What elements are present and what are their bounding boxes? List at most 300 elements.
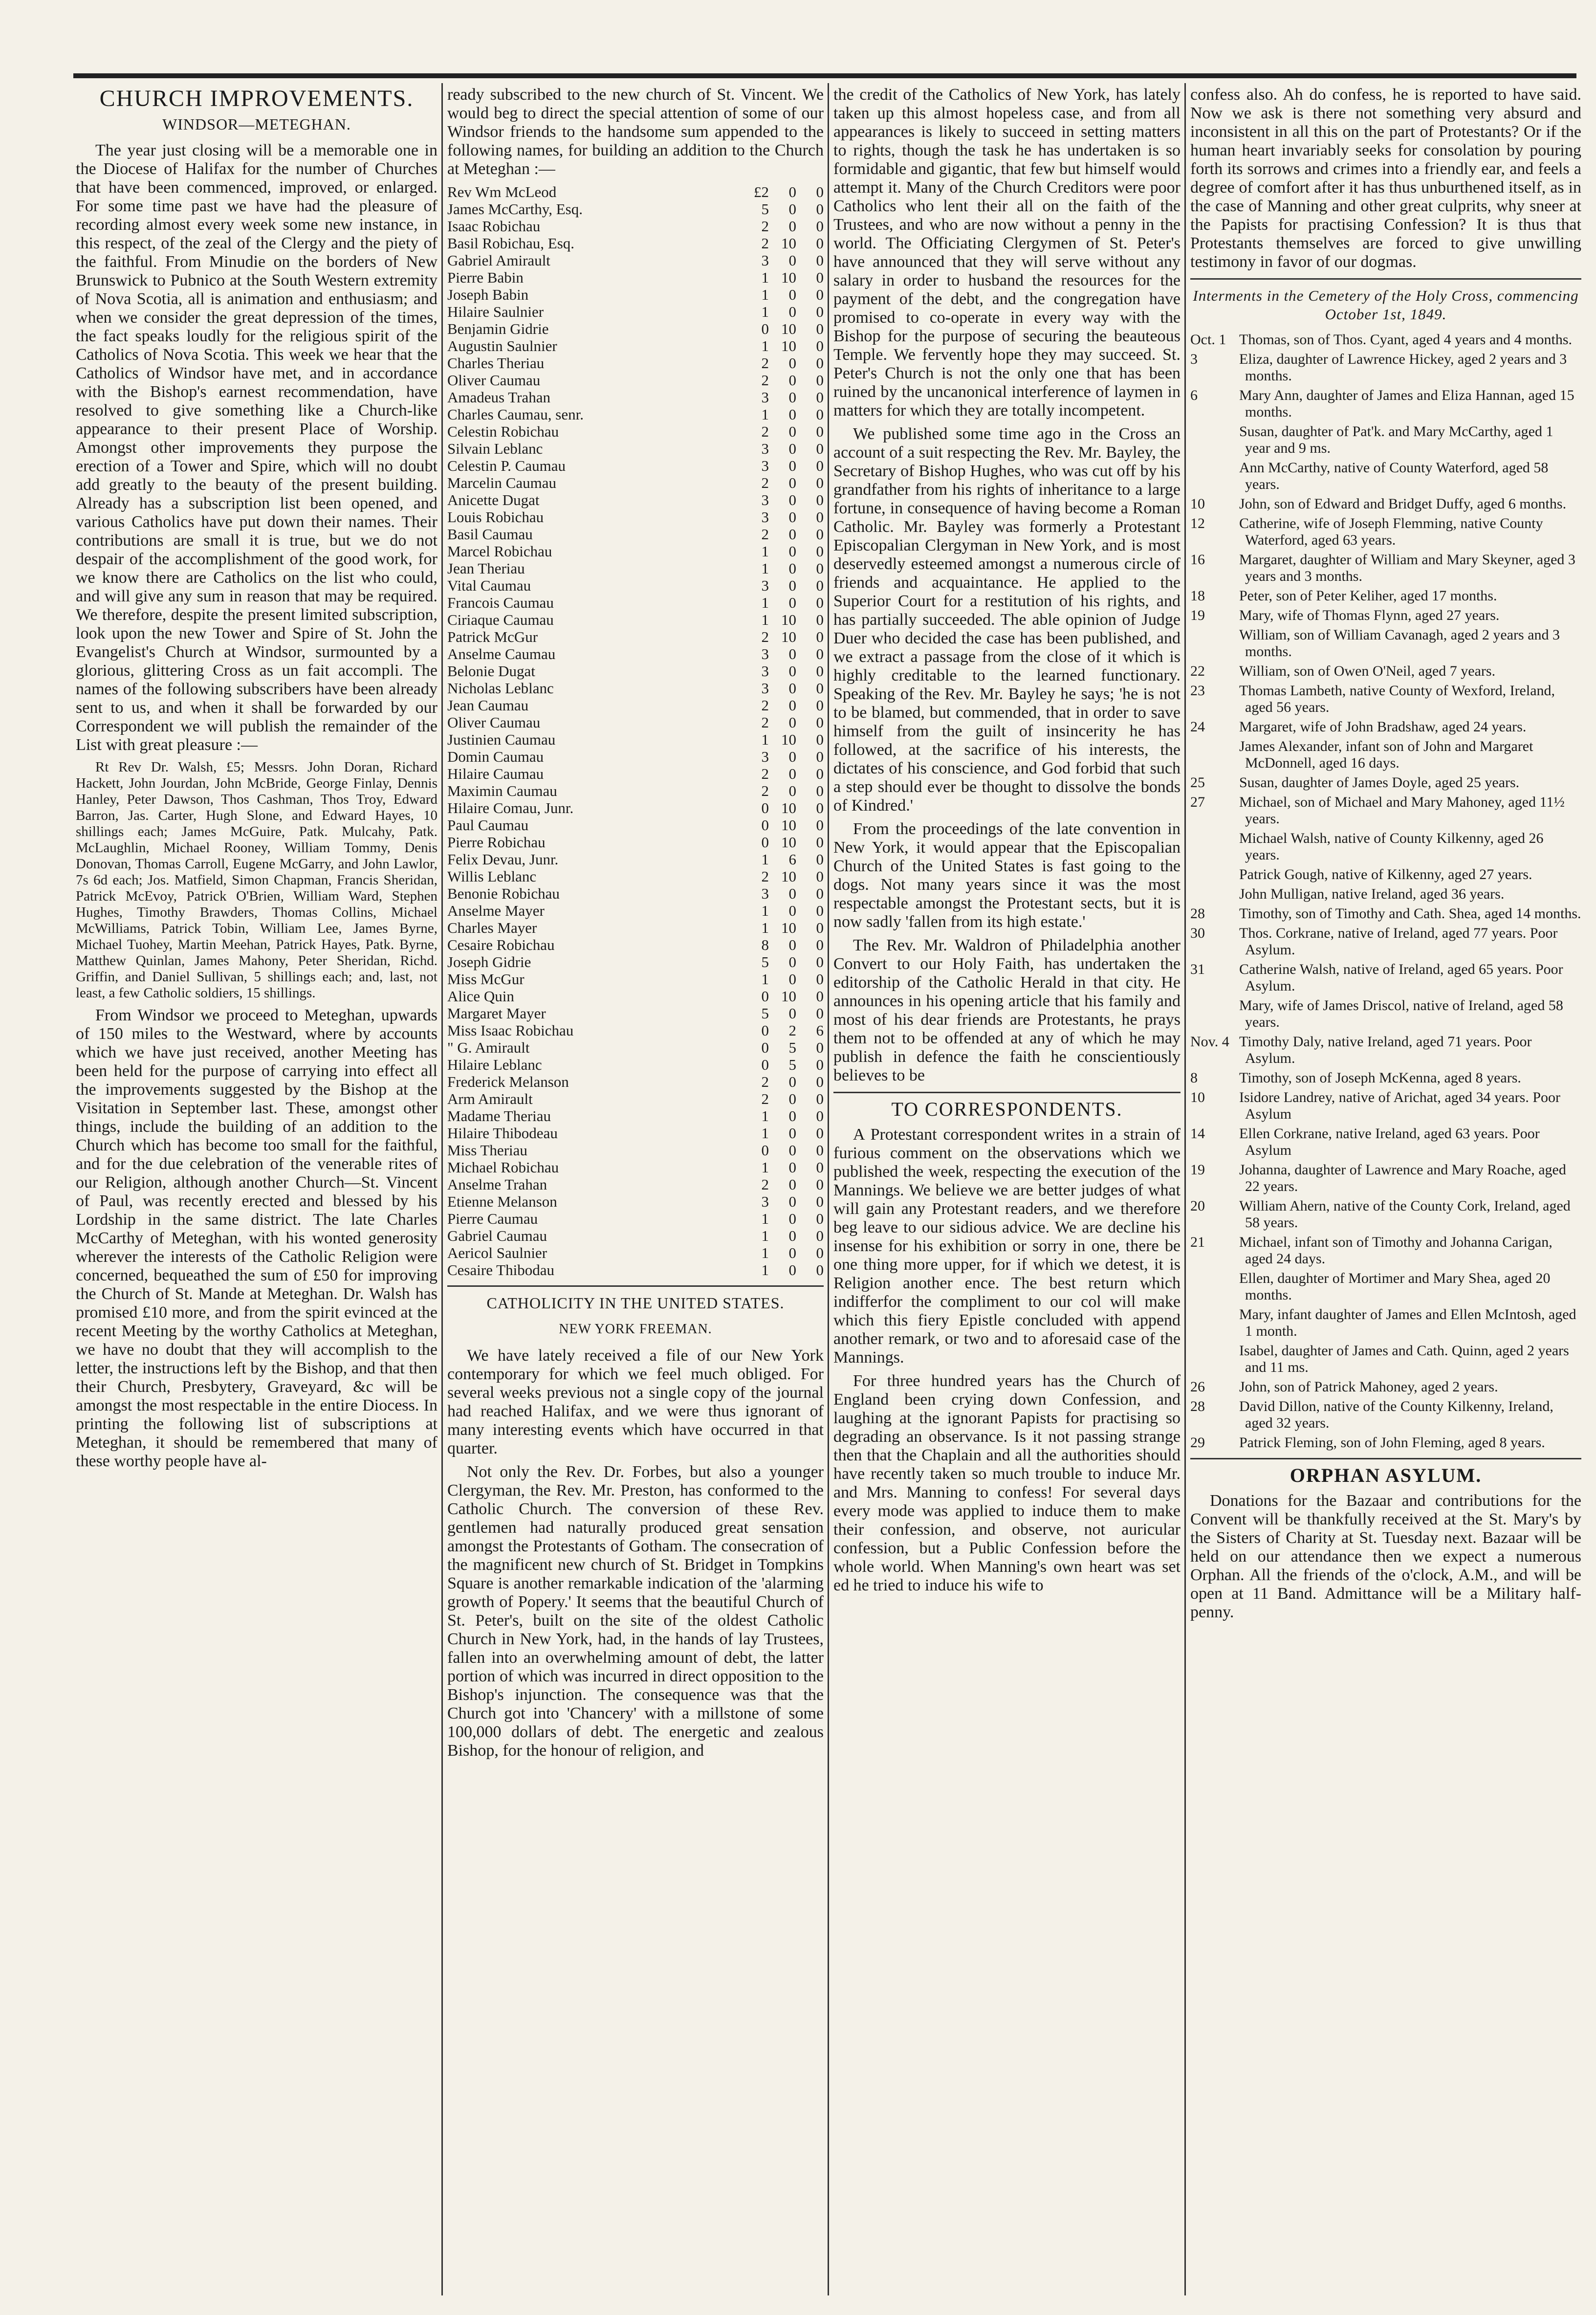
subscriber-shillings: 0 xyxy=(788,526,796,543)
interment-text: Mary, infant daughter of James and Ellen McIntosh, aged 1 month. xyxy=(1239,1306,1576,1339)
subscriber-pence: 0 xyxy=(816,1090,824,1107)
subscriber-row xyxy=(447,235,824,252)
subscriber-pence: 0 xyxy=(816,1244,824,1261)
subscriber-name: Frederick Melanson xyxy=(447,1073,569,1090)
interment-text: Thomas, son of Thos. Cyant, aged 4 years and 4 months. xyxy=(1239,331,1573,348)
subscriber-pence: 0 xyxy=(816,834,824,851)
subscriber-pence: 0 xyxy=(816,508,824,526)
interment-text: John, son of Edward and Bridget Duffy, aged 6 months. xyxy=(1239,496,1567,512)
subscriber-name: Willis Leblanc xyxy=(447,868,537,885)
subscriber-name: Belonie Dugat xyxy=(447,662,535,680)
subscriber-pounds: 2 xyxy=(761,765,769,782)
interment-text: Timothy, son of Joseph McKenna, aged 8 years. xyxy=(1239,1070,1521,1086)
subscriber-pence: 0 xyxy=(816,372,824,389)
subscriber-shillings: 0 xyxy=(788,1176,796,1193)
interment-text: Eliza, daughter of Lawrence Hickey, aged 2 years and 3 months. xyxy=(1239,351,1567,384)
subscription-table xyxy=(447,183,824,1279)
subscriber-row xyxy=(447,834,824,851)
subscriber-pounds: 3 xyxy=(761,457,769,474)
subscriber-shillings: 0 xyxy=(788,1005,796,1022)
subscriber-name: Vital Caumau xyxy=(447,577,531,594)
subscriber-pounds: 1 xyxy=(761,851,769,868)
top-rule xyxy=(73,73,1576,78)
interment-date xyxy=(1190,1306,1239,1340)
subscriber-name: Charles Mayer xyxy=(447,919,537,936)
subscriber-shillings: 10 xyxy=(781,235,796,252)
interment-date: 10 xyxy=(1190,496,1205,512)
subscriber-pounds: 1 xyxy=(761,731,769,748)
subscriber-name: Arm Amirault xyxy=(447,1090,533,1107)
interment-text: William, son of Owen O'Neil, aged 7 years. xyxy=(1239,663,1496,679)
catholicity-heading: CATHOLICITY IN THE UNITED STATES. xyxy=(486,1294,785,1312)
subscriber-name: Alice Quin xyxy=(447,988,514,1005)
article-paragraph: The year just closing will be a memorable one in the Diocese of Halifax for the number of Churches that have been commenced, improved, or enlarged. For some time past we have had the pleasure of recording almost every week some new instance, in this respect, of the zeal of the Clergy and the piety of the faithful. From Minudie on the borders of New Brunswick to Pubnico at the South Western extremity of Nova Scotia, all is animation and enthusiasm; and when we consider the great depression of the times, the fact speaks loudly for the religious spirit of the Catholics of Nova Scotia. This week we hear that the Catholics of Windsor have met, and in accordance with the Bishop's earnest recommendation, have resolved to give something like a Church-like appearance to their present Place of Worship. Amongst other improvements they purpose the erection of a Tower and Spire, which will no doubt add greatly to the beauty of the present building. Already has a subscription list been opened, and various Catholics have put down their names. Their contributions are small it is true, but we do not despair of the accomplishment of the good work, for we know there are Catholics on the list who could, and will give any sum in reason that may be required. We therefore, despite the present limited subscription, look upon the new Tower and Spire of St. John the Evangelist's Church at Windsor, surmounted by a glorious, glittering Cross as un fait accompli. The names of the following subscribers have been already sent to us, and when it shall be forwarded by our Correspondent we will publish the remainder of the List with great pleasure :— xyxy=(76,141,437,754)
subscriber-row xyxy=(447,645,824,662)
subscriber-pence: 0 xyxy=(816,662,824,680)
subscriber-row xyxy=(447,508,824,526)
interment-text: Thomas Lambeth, native County of Wexford, Ireland, aged 56 years. xyxy=(1239,683,1555,715)
subscriber-pounds: 0 xyxy=(761,1039,769,1056)
subscriber-shillings: 0 xyxy=(788,1210,796,1227)
subscriber-name: Jean Caumau xyxy=(447,697,529,714)
subscriber-pence: 0 xyxy=(816,1073,824,1090)
subscriber-row xyxy=(447,765,824,782)
subscriber-row xyxy=(447,354,824,372)
subscriber-pence: 0 xyxy=(816,851,824,868)
subscriber-pence: 0 xyxy=(816,919,824,936)
subscriber-pence: 0 xyxy=(816,440,824,457)
section-divider xyxy=(833,1092,1181,1093)
subscriber-pounds: 1 xyxy=(761,269,769,286)
subscriber-pounds: 8 xyxy=(761,936,769,953)
subscriber-shillings: 0 xyxy=(788,1090,796,1107)
subscriber-row xyxy=(447,902,824,919)
subscriber-pounds: 5 xyxy=(761,953,769,970)
interment-entry xyxy=(1190,627,1581,660)
subscriber-shillings: 0 xyxy=(788,406,796,423)
subscriber-name: Anselme Caumau xyxy=(447,645,556,662)
subscriber-name: Joseph Babin xyxy=(447,286,529,303)
interment-date: 3 xyxy=(1190,351,1198,367)
subscriber-shillings: 0 xyxy=(788,1261,796,1279)
subscriber-shillings: 0 xyxy=(788,782,796,799)
interment-text: Isabel, daughter of James and Cath. Quinn, aged 2 years and 11 ms. xyxy=(1239,1343,1569,1375)
column-1 xyxy=(76,86,437,2295)
subscriber-pounds: 1 xyxy=(761,1210,769,1227)
subscriber-pence: 0 xyxy=(816,577,824,594)
interment-text: Susan, daughter of Pat'k. and Mary McCarthy, aged 1 year and 9 ms. xyxy=(1239,423,1553,456)
section-divider xyxy=(1190,1458,1581,1459)
subscriber-name: Charles Theriau xyxy=(447,354,545,372)
subscriber-pounds: 2 xyxy=(761,218,769,235)
interment-date: 28 xyxy=(1190,905,1205,922)
interment-text: John, son of Patrick Mahoney, aged 2 years. xyxy=(1239,1379,1498,1395)
subscriber-name: Madame Theriau xyxy=(447,1107,551,1124)
subscriber-row xyxy=(447,1244,824,1261)
subscriber-row xyxy=(447,953,824,970)
interment-entry xyxy=(1190,351,1581,384)
subscriber-shillings: 0 xyxy=(788,885,796,902)
subscriber-pence: 0 xyxy=(816,218,824,235)
subscriber-pence: 0 xyxy=(816,1039,824,1056)
subscriber-name: Rev Wm McLeod xyxy=(447,183,557,200)
interment-date: 18 xyxy=(1190,588,1205,604)
subscriber-pence: 0 xyxy=(816,1193,824,1210)
interment-date: 16 xyxy=(1190,551,1205,568)
subscriber-pounds: 0 xyxy=(761,834,769,851)
subscriber-row xyxy=(447,970,824,988)
subscriber-pence: 0 xyxy=(816,902,824,919)
windsor-meteghan-subheading: WINDSOR—METEGHAN. xyxy=(162,115,351,133)
interment-entry xyxy=(1190,886,1581,903)
subscriber-shillings: 10 xyxy=(781,731,796,748)
interment-text: Margaret, wife of John Bradshaw, aged 24 years. xyxy=(1239,719,1527,735)
subscriber-name: Michael Robichau xyxy=(447,1159,559,1176)
column-rule xyxy=(441,83,443,2295)
subscriber-row xyxy=(447,406,824,423)
subscriber-shillings: 0 xyxy=(788,218,796,235)
interment-date: Oct. 1 xyxy=(1190,331,1226,348)
subscriber-shillings: 0 xyxy=(788,662,796,680)
interment-date xyxy=(1190,423,1239,457)
subscriber-shillings: 0 xyxy=(788,1124,796,1142)
subscriber-shillings: 0 xyxy=(788,508,796,526)
interment-entry xyxy=(1190,1234,1581,1267)
subscriber-name: Cesaire Robichau xyxy=(447,936,555,953)
subscriber-row xyxy=(447,543,824,560)
subscriber-shillings: 0 xyxy=(788,543,796,560)
subscriber-row xyxy=(447,526,824,543)
interment-text: David Dillon, native of the County Kilkenny, Ireland, aged 32 years. xyxy=(1239,1398,1553,1431)
subscriber-name: Pierre Babin xyxy=(447,269,524,286)
subscriber-shillings: 10 xyxy=(781,320,796,337)
subscriber-name: Patrick McGur xyxy=(447,628,538,645)
column-3 xyxy=(833,86,1181,2295)
interment-entry xyxy=(1190,794,1581,827)
article-paragraph: We published some time ago in the Cross an account of a suit respecting the Rev. Mr. Bayley, the Secretary of Bishop Hughes, who was cut off by his grandfather from his rights of inheritance to a large fortune, in consequence of having become a Roman Catholic. Mr. Bayley was formerly a Protestant Episcopalian Clergyman in New York, and is most deservedly esteemed amongst a numerous circle of friends and acquaintance. He applied to the Superior Court for a restitution of his rights, and has partially succeeded. The able opinion of Judge Duer who decided the case has been published, and we extract a passage from the close of it which is highly creditable to the learned functionary. Speaking of the Rev. Mr. Bayley he says; 'he is not to be blamed, but commended, that in order to save himself from the guilt of insincerity he has followed, at the sacrifice of his interests, the dictates of his conscience, and God forbid that such a step should ever be thought to dissolve the bonds of Kindred.' xyxy=(833,425,1181,815)
subscriber-name: Benjamin Gidrie xyxy=(447,320,549,337)
subscriber-shillings: 0 xyxy=(788,389,796,406)
subscriber-list-paragraph: Rt Rev Dr. Walsh, £5; Messrs. John Doran, Richard Hackett, John Jourdan, John McBride, George Finlay, Dennis Hanley, Peter Dawson, Thos Cashman, Thos Troy, Edward Barron, Jas. Carter, Hugh Slone, and Edward Hayes, 10 shillings each; James McGuire, Patk. Mulcahy, Patk. McLaughlin, Michael Rooney, William Tommy, Denis Donovan, Thomas Carroll, Eugene McGarry, and John Lawlor, 7s 6d each; Jos. Matfield, Simon Chapman, Francis Sheridan, Patrick McEvoy, Patrick O'Brien, William Ward, Stephen Hughes, Timothy Brawders, Thomas Collins, Michael McWilliams, Patrick Tobin, William Lee, James Byrne, Michael Tuohey, Martin Meehan, Patrick Hayes, Patk. Byrne, Matthew Quinlan, James Mahony, Peter Sheridan, Richd. Griffin, and Daniel Sullivan, 5 shillings each; and, last, not least, a few Catholic soldiers, 15 shillings. xyxy=(76,759,437,1001)
interment-text: John Mulligan, native Ireland, aged 36 years. xyxy=(1239,886,1505,902)
subscriber-pounds: 2 xyxy=(761,1073,769,1090)
subscriber-row xyxy=(447,320,824,337)
new-york-freeman-subheading: NEW YORK FREEMAN. xyxy=(559,1322,712,1337)
subscriber-pounds: 1 xyxy=(761,337,769,354)
subscriber-row xyxy=(447,748,824,765)
subscriber-pence: 0 xyxy=(816,1107,824,1124)
subscriber-pounds: 0 xyxy=(761,816,769,834)
subscriber-name: Anselme Mayer xyxy=(447,902,545,919)
subscriber-pence: 0 xyxy=(816,816,824,834)
subscriber-name: Basil Robichau, Esq. xyxy=(447,235,575,252)
interment-text: Patrick Gough, native of Kilkenny, aged 27 years. xyxy=(1239,866,1532,882)
subscriber-pounds: 2 xyxy=(761,1176,769,1193)
interment-text: Susan, daughter of James Doyle, aged 25 years. xyxy=(1239,774,1520,791)
subscriber-shillings: 0 xyxy=(788,594,796,611)
subscriber-pence: 0 xyxy=(816,200,824,218)
interment-entry xyxy=(1190,460,1581,493)
subscriber-name: Charles Caumau, senr. xyxy=(447,406,584,423)
interment-date xyxy=(1190,1270,1239,1303)
subscriber-pounds: 1 xyxy=(761,902,769,919)
subscriber-shillings: 0 xyxy=(788,200,796,218)
subscriber-pounds: 2 xyxy=(761,1090,769,1107)
subscriber-pence: 0 xyxy=(816,1142,824,1159)
subscriber-pence: 0 xyxy=(816,697,824,714)
subscriber-name: Domin Caumau xyxy=(447,748,544,765)
subscriber-shillings: 0 xyxy=(788,286,796,303)
subscriber-name: Ciriaque Caumau xyxy=(447,611,554,628)
subscriber-name: Anselme Trahan xyxy=(447,1176,547,1193)
subscriber-row xyxy=(447,1159,824,1176)
subscriber-name: Maximin Caumau xyxy=(447,782,557,799)
subscriber-pence: 0 xyxy=(816,303,824,320)
subscriber-row xyxy=(447,423,824,440)
subscriber-pounds: 1 xyxy=(761,286,769,303)
subscriber-row xyxy=(447,799,824,816)
subscriber-pence: 0 xyxy=(816,526,824,543)
interment-date xyxy=(1190,997,1239,1031)
subscriber-pounds: 3 xyxy=(761,577,769,594)
subscriber-row xyxy=(447,782,824,799)
subscriber-row xyxy=(447,337,824,354)
subscriber-pence: 0 xyxy=(816,354,824,372)
subscriber-name: Pierre Robichau xyxy=(447,834,546,851)
interment-entry xyxy=(1190,1398,1581,1432)
subscriber-pounds: 3 xyxy=(761,440,769,457)
subscriber-pence: 0 xyxy=(816,628,824,645)
subscriber-pounds: 0 xyxy=(761,1022,769,1039)
interment-text: Michael Walsh, native of County Kilkenny, aged 26 years. xyxy=(1239,830,1544,863)
interment-date: 27 xyxy=(1190,794,1205,810)
subscriber-pounds: 2 xyxy=(761,868,769,885)
subscriber-pence: 0 xyxy=(816,765,824,782)
subscriber-row xyxy=(447,577,824,594)
subscriber-pounds: 5 xyxy=(761,200,769,218)
interment-date xyxy=(1190,886,1239,903)
subscriber-pence: 0 xyxy=(816,286,824,303)
subscriber-shillings: 10 xyxy=(781,988,796,1005)
subscriber-shillings: 10 xyxy=(781,919,796,936)
subscriber-name: Felix Devau, Junr. xyxy=(447,851,559,868)
interment-date: 21 xyxy=(1190,1234,1205,1250)
subscriber-pounds: 0 xyxy=(761,320,769,337)
subscriber-row xyxy=(447,252,824,269)
subscriber-shillings: 0 xyxy=(788,303,796,320)
subscriber-shillings: 0 xyxy=(788,970,796,988)
interment-date xyxy=(1190,1343,1239,1376)
subscriber-pounds: 1 xyxy=(761,1261,769,1279)
subscriber-shillings: 10 xyxy=(781,816,796,834)
article-paragraph: confess also. Ah do confess, he is reported to have said. Now we ask is there not something very absurd and inconsistent in all this on the part of Protestants? Or if the human heart invariably seeks for consolation by pouring forth its sorrows and crimes into a friendly ear, and feels a degree of comfort after it has thus unburthened itself, as in the case of Manning and other great culprits, why sneer at the Papists for practising Confession? It is thus that Protestants themselves are forced to give unwilling testimony in favor of our dogmas. xyxy=(1190,86,1581,271)
subscriber-pounds: 2 xyxy=(761,526,769,543)
interment-date: 28 xyxy=(1190,1398,1205,1414)
column-4 xyxy=(1190,86,1581,2295)
interment-date xyxy=(1190,627,1239,660)
interment-entry xyxy=(1190,331,1581,348)
subscriber-row xyxy=(447,1210,824,1227)
interment-date: 30 xyxy=(1190,925,1205,941)
subscriber-pounds: 1 xyxy=(761,1107,769,1124)
subscriber-pence: 0 xyxy=(816,885,824,902)
subscriber-pence: 0 xyxy=(816,782,824,799)
subscriber-pounds: 2 xyxy=(761,714,769,731)
subscriber-pounds: 3 xyxy=(761,680,769,697)
interment-date: 31 xyxy=(1190,961,1205,977)
interment-date: 23 xyxy=(1190,683,1205,699)
subscriber-pounds: 2 xyxy=(761,782,769,799)
interment-entry xyxy=(1190,1343,1581,1376)
subscriber-name: Gabriel Amirault xyxy=(447,252,550,269)
subscriber-pence: 0 xyxy=(816,1005,824,1022)
interment-date xyxy=(1190,460,1239,493)
interment-text: Patrick Fleming, son of John Fleming, aged 8 years. xyxy=(1239,1434,1545,1451)
interment-date: 8 xyxy=(1190,1070,1198,1086)
article-paragraph: From Windsor we proceed to Meteghan, upwards of 150 miles to the Westward, where by accounts which we have just received, another Meeting has been held for the purpose of carrying into effect all the improvements suggested by the Bishop at the Visitation in September last. These, amongst other things, include the building of an addition to the Church which has become too small for the faithful, and for the due celebration of the venerable rites of our Religion, although another Church—St. Vincent of Paul, was recently erected and blessed by his Lordship in the same district. The late Charles McCarthy of Meteghan, with his wonted generosity wherever the interests of the Catholic Religion were concerned, bequeathed the sum of £50 for improving the Church of St. Mande at Meteghan. Dr. Walsh has promised £10 more, and from the spirit evinced at the recent Meeting by the worthy Catholics at Meteghan, we have no doubt that they will accomplish to the letter, the instructions left by the Bishop, and that then their Church, Presbytery, Graveyard, &c will be amongst the most respectable in the entire Diocess. In printing the following list of subscriptions at Meteghan, it should be remembered that many of these worthy people have al- xyxy=(76,1006,437,1470)
subscriber-shillings: 10 xyxy=(781,868,796,885)
subscriber-row xyxy=(447,731,824,748)
subscriber-pounds: 3 xyxy=(761,1193,769,1210)
subscriber-pence: 0 xyxy=(816,320,824,337)
interment-date: 14 xyxy=(1190,1125,1205,1142)
subscriber-pence: 0 xyxy=(816,1159,824,1176)
subscriber-pence: 0 xyxy=(816,423,824,440)
interment-entry xyxy=(1190,961,1581,994)
interment-text: William Ahern, native of the County Cork, Ireland, aged 58 years. xyxy=(1239,1198,1571,1231)
subscriber-shillings: 0 xyxy=(788,457,796,474)
subscriber-shillings: 5 xyxy=(788,1039,796,1056)
subscriber-name: Augustin Saulnier xyxy=(447,337,557,354)
subscriber-row xyxy=(447,269,824,286)
interment-date: 6 xyxy=(1190,387,1198,403)
subscriber-name: Justinien Caumau xyxy=(447,731,556,748)
subscriber-name: Marcel Robichau xyxy=(447,543,552,560)
correspondents-heading: TO CORRESPONDENTS. xyxy=(891,1098,1123,1120)
subscriber-pence: 0 xyxy=(816,970,824,988)
interment-entry xyxy=(1190,423,1581,457)
article-paragraph: For three hundred years has the Church of England been crying down Confession, and laughing at the ignorant Papists for practising so degrading an observance. Is it not passing strange then that the Chaplain and all the authorities should have recently taken so much trouble to induce Mr. and Mrs. Manning to confess! For several days every mode was applied to induce them to make their confession, and observe, not auricular confession, but a Public Confession before the whole world. When Manning's own heart was set ed he tried to induce his wife to xyxy=(833,1372,1181,1594)
interment-date: 26 xyxy=(1190,1379,1205,1395)
subscriber-name: Hilaire Comau, Junr. xyxy=(447,799,574,816)
subscriber-pounds: 1 xyxy=(761,1227,769,1244)
subscriber-row xyxy=(447,594,824,611)
subscriber-name: Etienne Melanson xyxy=(447,1193,557,1210)
subscriber-shillings: 0 xyxy=(788,645,796,662)
subscriber-pence: 0 xyxy=(816,457,824,474)
interment-entry xyxy=(1190,1125,1581,1159)
subscriber-row xyxy=(447,1022,824,1039)
subscriber-name: Isaac Robichau xyxy=(447,218,541,235)
interment-text: Michael, son of Michael and Mary Mahoney, aged 11½ years. xyxy=(1239,794,1565,827)
subscriber-pence: 0 xyxy=(816,731,824,748)
subscriber-pounds: 1 xyxy=(761,303,769,320)
subscriber-pounds: 1 xyxy=(761,406,769,423)
subscriber-name: Louis Robichau xyxy=(447,508,544,526)
subscriber-pence: 6 xyxy=(816,1022,824,1039)
subscription-intro: ready subscribed to the new church of St. Vincent. We would beg to direct the special attention of some of our Windsor friends to the handsome sum appended to the following names, for building an addition to the Church at Meteghan :— xyxy=(447,86,824,178)
subscriber-pence: 0 xyxy=(816,953,824,970)
subscriber-row xyxy=(447,1107,824,1124)
interment-text: Peter, son of Peter Keliher, aged 17 months. xyxy=(1239,588,1497,604)
interment-text: Johanna, daughter of Lawrence and Mary Roache, aged 22 years. xyxy=(1239,1162,1566,1194)
subscriber-shillings: 0 xyxy=(788,1244,796,1261)
subscriber-pence: 0 xyxy=(816,491,824,508)
subscriber-pounds: 0 xyxy=(761,988,769,1005)
subscriber-pence: 0 xyxy=(816,474,824,491)
subscriber-pounds: 3 xyxy=(761,885,769,902)
subscriber-row xyxy=(447,714,824,731)
interment-text: William, son of William Cavanagh, aged 2 years and 3 months. xyxy=(1239,627,1560,660)
article-paragraph: From the proceedings of the late convention in New York, it would appear that the Episcopalian Church of the United States is fast going to the dogs. Not many years since it was the most respectable amongst the Protestant sects, but it is now sadly 'fallen from its high estate.' xyxy=(833,820,1181,931)
subscriber-shillings: 10 xyxy=(781,834,796,851)
subscriber-row xyxy=(447,560,824,577)
interment-date xyxy=(1190,738,1239,772)
interment-text: Mary, wife of James Driscol, native of Ireland, aged 58 years. xyxy=(1239,997,1563,1030)
interment-date: 22 xyxy=(1190,663,1205,679)
subscriber-pence: 0 xyxy=(816,868,824,885)
interment-entry xyxy=(1190,588,1581,604)
subscriber-row xyxy=(447,611,824,628)
subscriber-shillings: 0 xyxy=(788,936,796,953)
interment-text: Mary, wife of Thomas Flynn, aged 27 years. xyxy=(1239,607,1500,623)
subscriber-row xyxy=(447,303,824,320)
subscriber-pounds: 0 xyxy=(761,1056,769,1073)
subscriber-name: Francois Caumau xyxy=(447,594,554,611)
subscriber-shillings: 0 xyxy=(788,423,796,440)
subscriber-name: Joseph Gidrie xyxy=(447,953,531,970)
subscriber-pence: 0 xyxy=(816,1176,824,1193)
subscriber-shillings: 0 xyxy=(788,714,796,731)
subscriber-name: Cesaire Thibodau xyxy=(447,1261,554,1279)
subscriber-pence: 0 xyxy=(816,680,824,697)
subscriber-pounds: 2 xyxy=(761,354,769,372)
subscriber-name: Silvain Leblanc xyxy=(447,440,543,457)
subscriber-row xyxy=(447,491,824,508)
subscriber-name: James McCarthy, Esq. xyxy=(447,200,583,218)
interment-date: 10 xyxy=(1190,1089,1205,1105)
subscriber-row xyxy=(447,218,824,235)
subscriber-name: Gabriel Caumau xyxy=(447,1227,547,1244)
interment-entry xyxy=(1190,1070,1581,1086)
article-paragraph: The Rev. Mr. Waldron of Philadelphia another Convert to our Holy Faith, has undertaken the editorship of the Catholic Herald in that city. He announces in his opening article that his family and most of his dear friends are Protestants, he prays them not to be offended at any of which he may publish in defence the faith he conscientiously believes to be xyxy=(833,936,1181,1084)
interment-text: Ellen, daughter of Mortimer and Mary Shea, aged 20 months. xyxy=(1239,1270,1551,1303)
subscriber-pounds: 2 xyxy=(761,235,769,252)
interment-entry xyxy=(1190,738,1581,772)
subscriber-pence: 0 xyxy=(816,183,824,200)
interment-text: Thos. Corkrane, native of Ireland, aged 77 years. Poor Asylum. xyxy=(1239,925,1558,958)
subscriber-row xyxy=(447,919,824,936)
subscriber-pence: 0 xyxy=(816,1056,824,1073)
subscriber-name: Pierre Caumau xyxy=(447,1210,538,1227)
subscriber-shillings: 0 xyxy=(788,748,796,765)
interment-date xyxy=(1190,830,1239,863)
subscriber-shillings: 10 xyxy=(781,611,796,628)
interment-date: 24 xyxy=(1190,719,1205,735)
subscriber-pounds: 3 xyxy=(761,508,769,526)
subscriber-row xyxy=(447,1176,824,1193)
subscriber-pounds: 0 xyxy=(761,1142,769,1159)
subscriber-shillings: 6 xyxy=(788,851,796,868)
subscriber-row xyxy=(447,628,824,645)
interment-entry xyxy=(1190,1162,1581,1195)
subscriber-name: Benonie Robichau xyxy=(447,885,560,902)
interment-date: 29 xyxy=(1190,1434,1205,1451)
subscriber-row xyxy=(447,662,824,680)
interment-entry xyxy=(1190,1034,1581,1067)
subscriber-pounds: 2 xyxy=(761,697,769,714)
subscriber-row xyxy=(447,885,824,902)
